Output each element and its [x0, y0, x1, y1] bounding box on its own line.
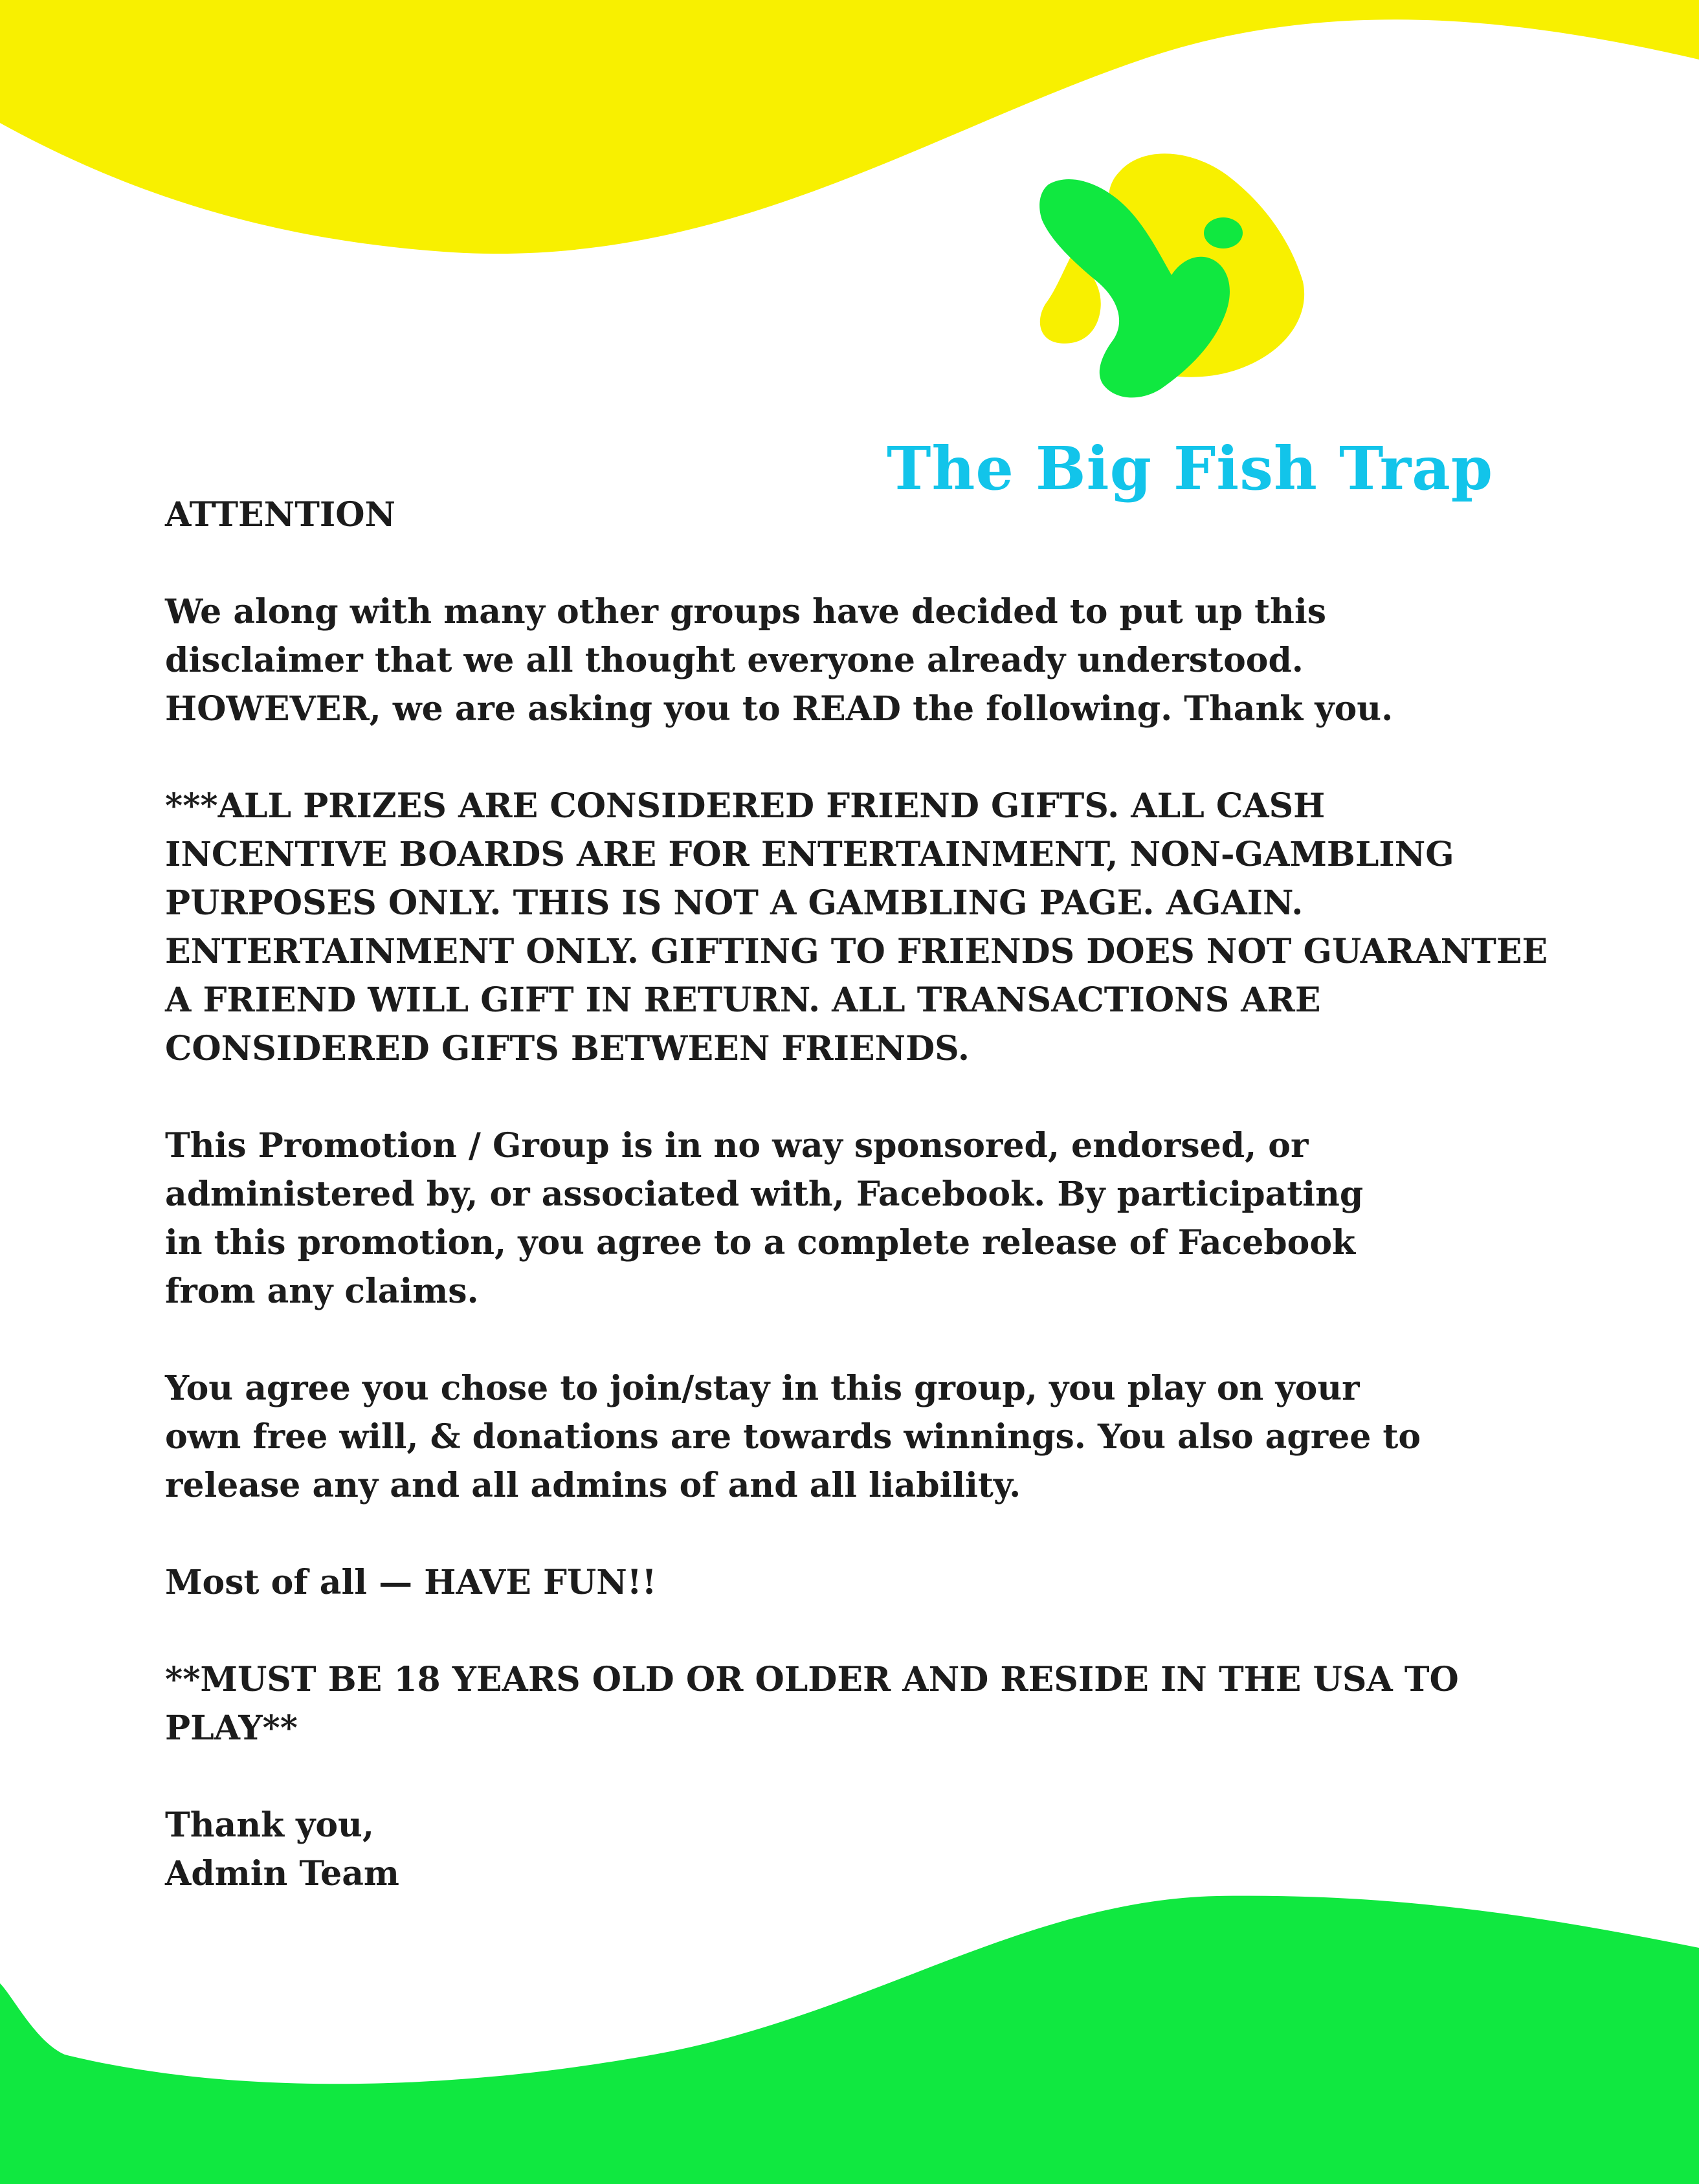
- agreement-paragraph: You agree you chose to join/stay in this group, you play on your own free will, & donations are towards winnings. You also agree to release any and all admins of and all liability.: [165, 1369, 1421, 1505]
- bottom-green-wave: [0, 1893, 1699, 2184]
- intro-paragraph: We along with many other groups have decided to put up this disclaimer that we all thought everyone already understood. HOWEVER, we are asking you to READ the following. Thank you.: [165, 592, 1394, 729]
- heading: ATTENTION: [165, 495, 396, 535]
- facebook-paragraph: This Promotion / Group is in no way sponsored, endorsed, or administered by, or associated with, Facebook. By participating in this promotion, you agree to a complete release of Facebook from any claims.: [165, 1126, 1364, 1311]
- fish-logo-icon: [1032, 146, 1307, 398]
- brand-name: The Big Fish Trap: [887, 434, 1494, 503]
- age-requirement-paragraph: **MUST BE 18 YEARS OLD OR OLDER AND RESIDE IN THE USA TO PLAY**: [165, 1660, 1459, 1748]
- prizes-paragraph: ***ALL PRIZES ARE CONSIDERED FRIEND GIFTS. ALL CASH INCENTIVE BOARDS ARE FOR ENTERTAINMENT, NON-GAMBLING PURPOSES ONLY. THIS IS NOT A GAMBLING PAGE. AGAIN. ENTERTAINMENT ONLY. GIFTING TO FRIENDS DOES NOT GUARANTEE A FRIEND WILL GIFT IN RETURN. ALL TRANSACTIONS ARE CONSIDERED GIFTS BETWEEN FRIENDS.: [165, 786, 1548, 1068]
- top-yellow-wave: [0, 0, 1699, 265]
- closing-line: Thank you,: [165, 1805, 374, 1845]
- signature: Admin Team: [165, 1854, 399, 1893]
- disclaimer-letter: [165, 491, 1557, 1898]
- have-fun-line: Most of all — HAVE FUN!!: [165, 1563, 657, 1602]
- fish-eye: [1204, 217, 1243, 248]
- bottom-wave-shape: [0, 1896, 1699, 2184]
- top-wave-shape: [0, 0, 1699, 254]
